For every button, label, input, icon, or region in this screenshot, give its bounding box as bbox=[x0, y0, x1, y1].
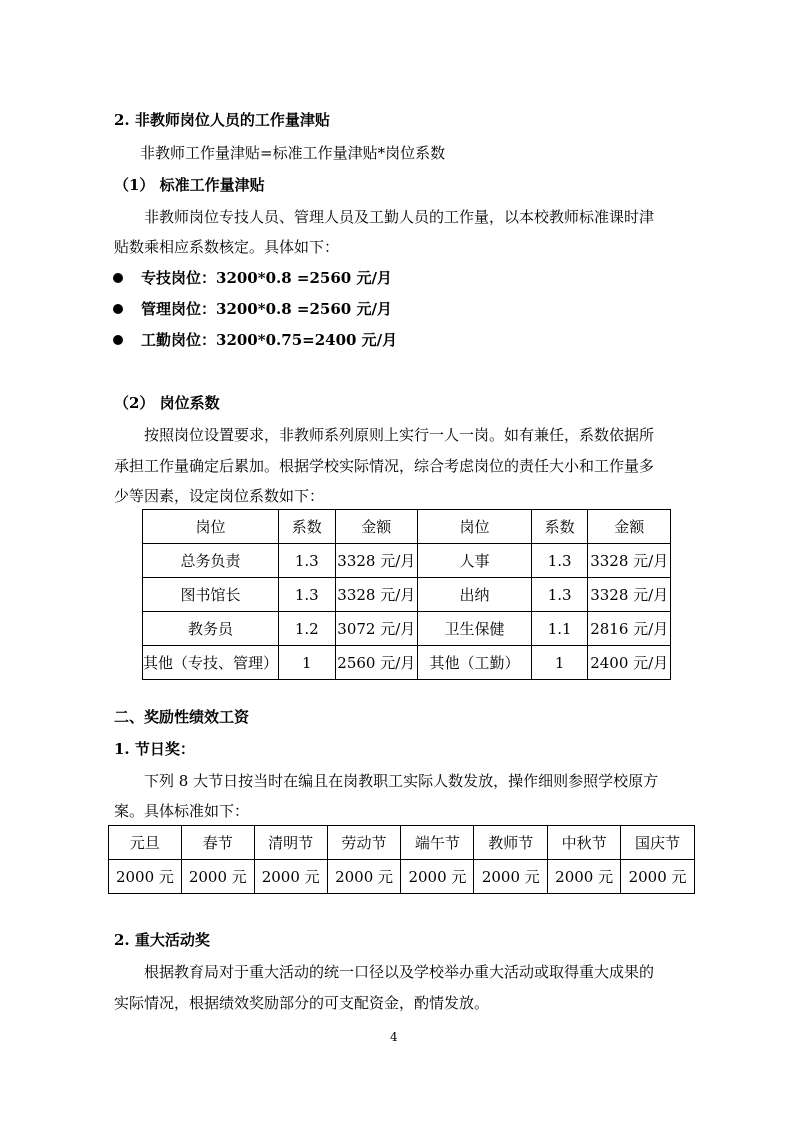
table-row bbox=[143, 646, 671, 680]
table-cell: 3328 元/月 bbox=[335, 544, 418, 578]
table-cell: 2000 元 bbox=[181, 860, 254, 894]
table-header-cell: 岗位 bbox=[418, 510, 532, 544]
paragraph-line: 案。具体标准如下： bbox=[114, 802, 250, 820]
paragraph-line: 下列 8 大节日按当时在编且在岗教职工实际人数发放，操作细则参照学校原方 bbox=[144, 772, 659, 790]
table-header-cell: 端午节 bbox=[401, 826, 474, 860]
paragraph-line: 非教师岗位专技人员、管理人员及工勤人员的工作量，以本校教师标准课时津 bbox=[144, 208, 655, 226]
table-cell: 1.3 bbox=[531, 544, 588, 578]
table-cell: 2000 元 bbox=[401, 860, 474, 894]
part-heading: 二、奖励性绩效工资 bbox=[114, 708, 250, 726]
table-header-cell: 国庆节 bbox=[621, 826, 695, 860]
table-header-cell: 教师节 bbox=[474, 826, 548, 860]
bullet-icon bbox=[113, 335, 123, 345]
paragraph-line: 实际情况，根据绩效奖励部分的可支配资金，酌情发放。 bbox=[114, 994, 490, 1012]
table-cell: 2000 元 bbox=[109, 860, 182, 894]
festival-bonus-table bbox=[108, 825, 695, 894]
table-cell: 2000 元 bbox=[474, 860, 548, 894]
table-cell: 卫生保健 bbox=[418, 612, 532, 646]
table-cell: 1.2 bbox=[279, 612, 336, 646]
table-cell: 2000 元 bbox=[254, 860, 327, 894]
table-cell: 人事 bbox=[418, 544, 532, 578]
table-cell: 1.3 bbox=[531, 578, 588, 612]
bullet-item: 工勤岗位：3200*0.75=2400 元/月 bbox=[141, 331, 398, 349]
table-cell: 3328 元/月 bbox=[588, 544, 671, 578]
section-heading: 2. 非教师岗位人员的工作量津贴 bbox=[114, 111, 330, 129]
position-coefficient-table bbox=[142, 509, 671, 680]
bullet-icon bbox=[113, 304, 123, 314]
paragraph-line: 承担工作量确定后累加。根据学校实际情况，综合考虑岗位的责任大小和工作量多 bbox=[114, 457, 655, 475]
table-header-row bbox=[143, 510, 671, 544]
table-cell: 3328 元/月 bbox=[335, 578, 418, 612]
table-cell: 1 bbox=[279, 646, 336, 680]
table-row bbox=[143, 612, 671, 646]
table-cell: 教务员 bbox=[143, 612, 279, 646]
subsection-heading: （1） 标准工作量津贴 bbox=[114, 176, 265, 194]
subsection-heading: （2） 岗位系数 bbox=[114, 394, 220, 412]
table-cell: 1 bbox=[531, 646, 588, 680]
table-header-cell: 春节 bbox=[181, 826, 254, 860]
table-cell: 3328 元/月 bbox=[588, 578, 671, 612]
table-cell: 2816 元/月 bbox=[588, 612, 671, 646]
table-cell: 2000 元 bbox=[548, 860, 621, 894]
table-header-cell: 金额 bbox=[588, 510, 671, 544]
paragraph-line: 贴数乘相应系数核定。具体如下： bbox=[114, 238, 340, 256]
bullet-item: 管理岗位：3200*0.8 =2560 元/月 bbox=[141, 300, 392, 318]
table-cell: 1.3 bbox=[279, 578, 336, 612]
item-heading: 1. 节日奖： bbox=[114, 740, 195, 758]
table-header-cell: 系数 bbox=[531, 510, 588, 544]
paragraph-line: 按照岗位设置要求，非教师系列原则上实行一人一岗。如有兼任，系数依据所 bbox=[144, 426, 655, 444]
table-cell: 其他（专技、管理） bbox=[143, 646, 279, 680]
table-row bbox=[109, 860, 695, 894]
table-cell: 出纳 bbox=[418, 578, 532, 612]
table-cell: 总务负责 bbox=[143, 544, 279, 578]
item-heading: 2. 重大活动奖 bbox=[114, 931, 210, 949]
table-row bbox=[143, 578, 671, 612]
table-cell: 2560 元/月 bbox=[335, 646, 418, 680]
paragraph-line: 少等因素，设定岗位系数如下： bbox=[114, 487, 325, 505]
table-row bbox=[143, 544, 671, 578]
table-cell: 1.3 bbox=[279, 544, 336, 578]
table-cell: 2000 元 bbox=[327, 860, 401, 894]
bullet-item: 专技岗位：3200*0.8 =2560 元/月 bbox=[141, 269, 392, 287]
table-header-cell: 清明节 bbox=[254, 826, 327, 860]
table-cell: 2400 元/月 bbox=[588, 646, 671, 680]
table-header-cell: 金额 bbox=[335, 510, 418, 544]
table-header-cell: 中秋节 bbox=[548, 826, 621, 860]
page-number: 4 bbox=[390, 1030, 398, 1044]
table-header-row bbox=[109, 826, 695, 860]
table-cell: 3072 元/月 bbox=[335, 612, 418, 646]
table-cell: 图书馆长 bbox=[143, 578, 279, 612]
paragraph-line: 根据教育局对于重大活动的统一口径以及学校举办重大活动或取得重大成果的 bbox=[144, 963, 655, 981]
table-cell: 1.1 bbox=[531, 612, 588, 646]
table-header-cell: 系数 bbox=[279, 510, 336, 544]
table-cell: 其他（工勤） bbox=[418, 646, 532, 680]
bullet-icon bbox=[113, 273, 123, 283]
formula-text: 非教师工作量津贴=标准工作量津贴*岗位系数 bbox=[140, 144, 446, 162]
table-header-cell: 岗位 bbox=[143, 510, 279, 544]
table-cell: 2000 元 bbox=[621, 860, 695, 894]
table-header-cell: 劳动节 bbox=[327, 826, 401, 860]
table-header-cell: 元旦 bbox=[109, 826, 182, 860]
